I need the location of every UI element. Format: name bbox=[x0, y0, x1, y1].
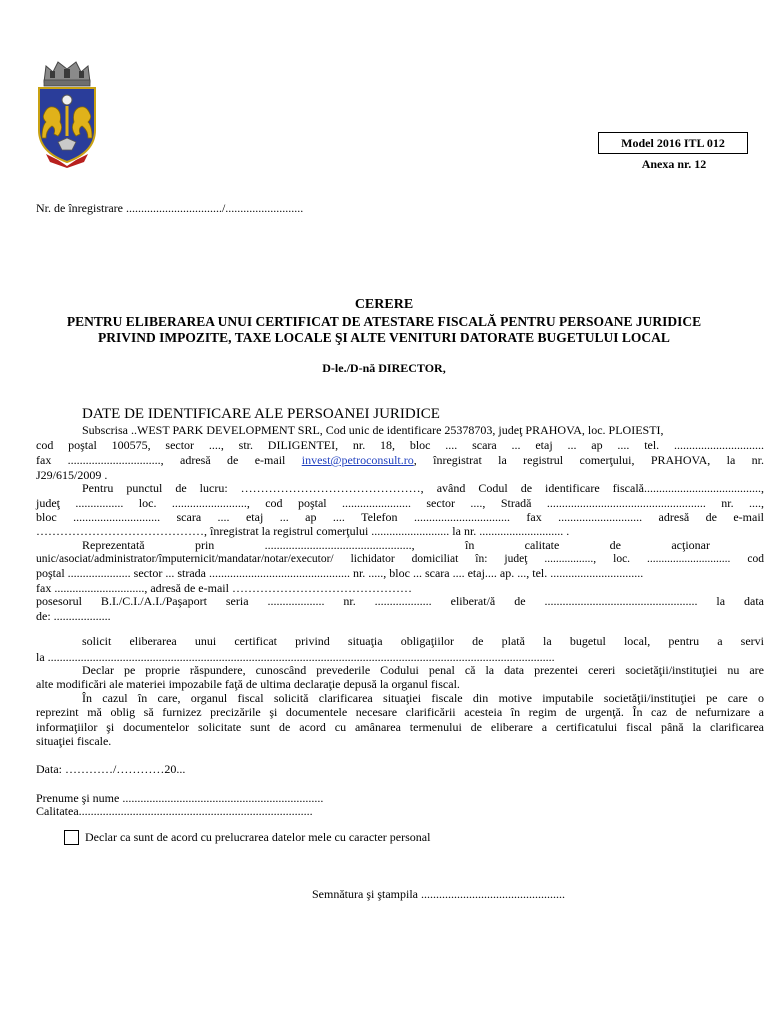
date-field: Data: …………/…………20... bbox=[36, 762, 186, 776]
request-line: solicit eliberarea unui certificat privind situaţia obligaţiilor de plată la bugetul local, pentru a servi bbox=[82, 634, 764, 648]
annex-label: Anexa nr. 12 bbox=[641, 157, 707, 171]
clarification-line3: informaţiilor şi documentelor solicitate sunt de acord cu amânarea termenului de eliberare a certificatului fiscal până la clarificarea bbox=[36, 720, 764, 734]
company-registry-number: J29/615/2009 . bbox=[36, 468, 108, 482]
declaration-line1: Declar pe proprie răspundere, cunoscând prevederile Codului penal că la data prezentei cereri societăţii/instituţiei nu are bbox=[82, 663, 764, 677]
company-identification-line: Subscrisa ..WEST PARK DEVELOPMENT SRL, Cod unic de identificare 25378703, judeţ PRAHOVA, loc. PLOIESTI, bbox=[82, 423, 664, 437]
representative-role-line: unic/asociat/administrator/împuternicit/mandatar/notar/executor/ lichidator domiciliat în: judeţ ................., loc. ............................. cod bbox=[36, 553, 764, 565]
coat-of-arms-icon bbox=[36, 56, 98, 168]
section-title: DATE DE IDENTIFICARE ALE PERSOANEI JURIDICE bbox=[82, 406, 440, 422]
document-title: CERERE bbox=[354, 297, 414, 312]
registration-number-field: Nr. de înregistrare ................................/.......................... bbox=[36, 201, 304, 215]
name-field: Prenume şi nume ................................................................... bbox=[36, 791, 324, 805]
company-registry-text: , înregistrat la registrul comerţului, PRAHOVA, la nr. bbox=[413, 453, 764, 467]
company-address-line: cod poştal 100575, sector ...., str. DILIGENTEI, nr. 18, bloc .... scara ... etaj ... ap .... tel. .............................. bbox=[36, 438, 764, 452]
clarification-line1: În cazul în care, organul fiscal solicită clarificarea situaţiei fiscale din motive imputabile societăţii/instituţiei pe care o bbox=[82, 691, 764, 705]
work-point-registry-line: ……………………………………, înregistrat la registrul comerţului .......................... la nr. ............................ . bbox=[36, 524, 570, 538]
company-email-link[interactable]: invest@petroconsult.ro bbox=[301, 453, 414, 467]
model-label: Model 2016 ITL 012 bbox=[598, 132, 748, 154]
representative-id-date: de: ................... bbox=[36, 609, 111, 623]
company-contact-line bbox=[36, 453, 764, 467]
representative-line: Reprezentată prin ................................................., în calitate de acţionar bbox=[82, 538, 710, 552]
work-point-address-line: judeţ ................ loc. ........................., cod poştal ....................... sector ...., Stradă ..................................................... nr. ...., bbox=[36, 496, 764, 510]
addressee: D-le./D-nă DIRECTOR, bbox=[322, 361, 446, 375]
document-subtitle-line2: PRIVIND IMPOZITE, TAXE LOCALE ŞI ALTE VENITURI DATORATE BUGETULUI LOCAL bbox=[98, 330, 670, 345]
representative-id-line: posesorul B.I./C.I./A.I./Paşaport seria ................... nr. ................... eliberat/ă de ................................................... la data bbox=[36, 594, 764, 608]
request-purpose-line: la ......................................................................................................................................................................... bbox=[36, 650, 555, 664]
company-fax-text: fax ..............................., adresă de e-mail bbox=[36, 453, 302, 467]
consent-checkbox[interactable] bbox=[64, 830, 79, 845]
representative-contact-line: fax .............................., adresă de e-mail ……………………………………… bbox=[36, 581, 412, 595]
work-point-contact-line: bloc ............................. scara .... etaj ... ap .... Telefon ................................ fax ............................ adresă de e-mail bbox=[36, 510, 764, 524]
quality-field: Calitatea.............................................................................. bbox=[36, 804, 313, 818]
signature-field: Semnătura şi ştampila ................................................ bbox=[312, 887, 565, 901]
work-point-line: Pentru punctul de lucru: ………………………………………, având Codul de identificare fiscală......................................., bbox=[82, 481, 764, 495]
clarification-line4: situaţiei fiscale. bbox=[36, 734, 112, 748]
clarification-line2: reprezint mă oblig să furnizez precizările şi documentele necesare clarificării acesteia în regim de urgenţă. În caz de nefurnizare a bbox=[36, 705, 764, 719]
consent-label: Declar ca sunt de acord cu prelucrarea datelor mele cu caracter personal bbox=[85, 830, 431, 844]
document-subtitle-line1: PENTRU ELIBERAREA UNUI CERTIFICAT DE ATESTARE FISCALĂ PENTRU PERSOANE JURIDICE bbox=[66, 314, 702, 329]
representative-address-line: poştal ..................... sector ... strada ............................................... nr. ....., bloc ... scara .... etaj.... ap. ..., tel. ............................... bbox=[36, 566, 644, 580]
declaration-line2: alte modificări ale materiei impozabile faţă de ultima declaraţie depusă la organul fiscal. bbox=[36, 677, 460, 691]
